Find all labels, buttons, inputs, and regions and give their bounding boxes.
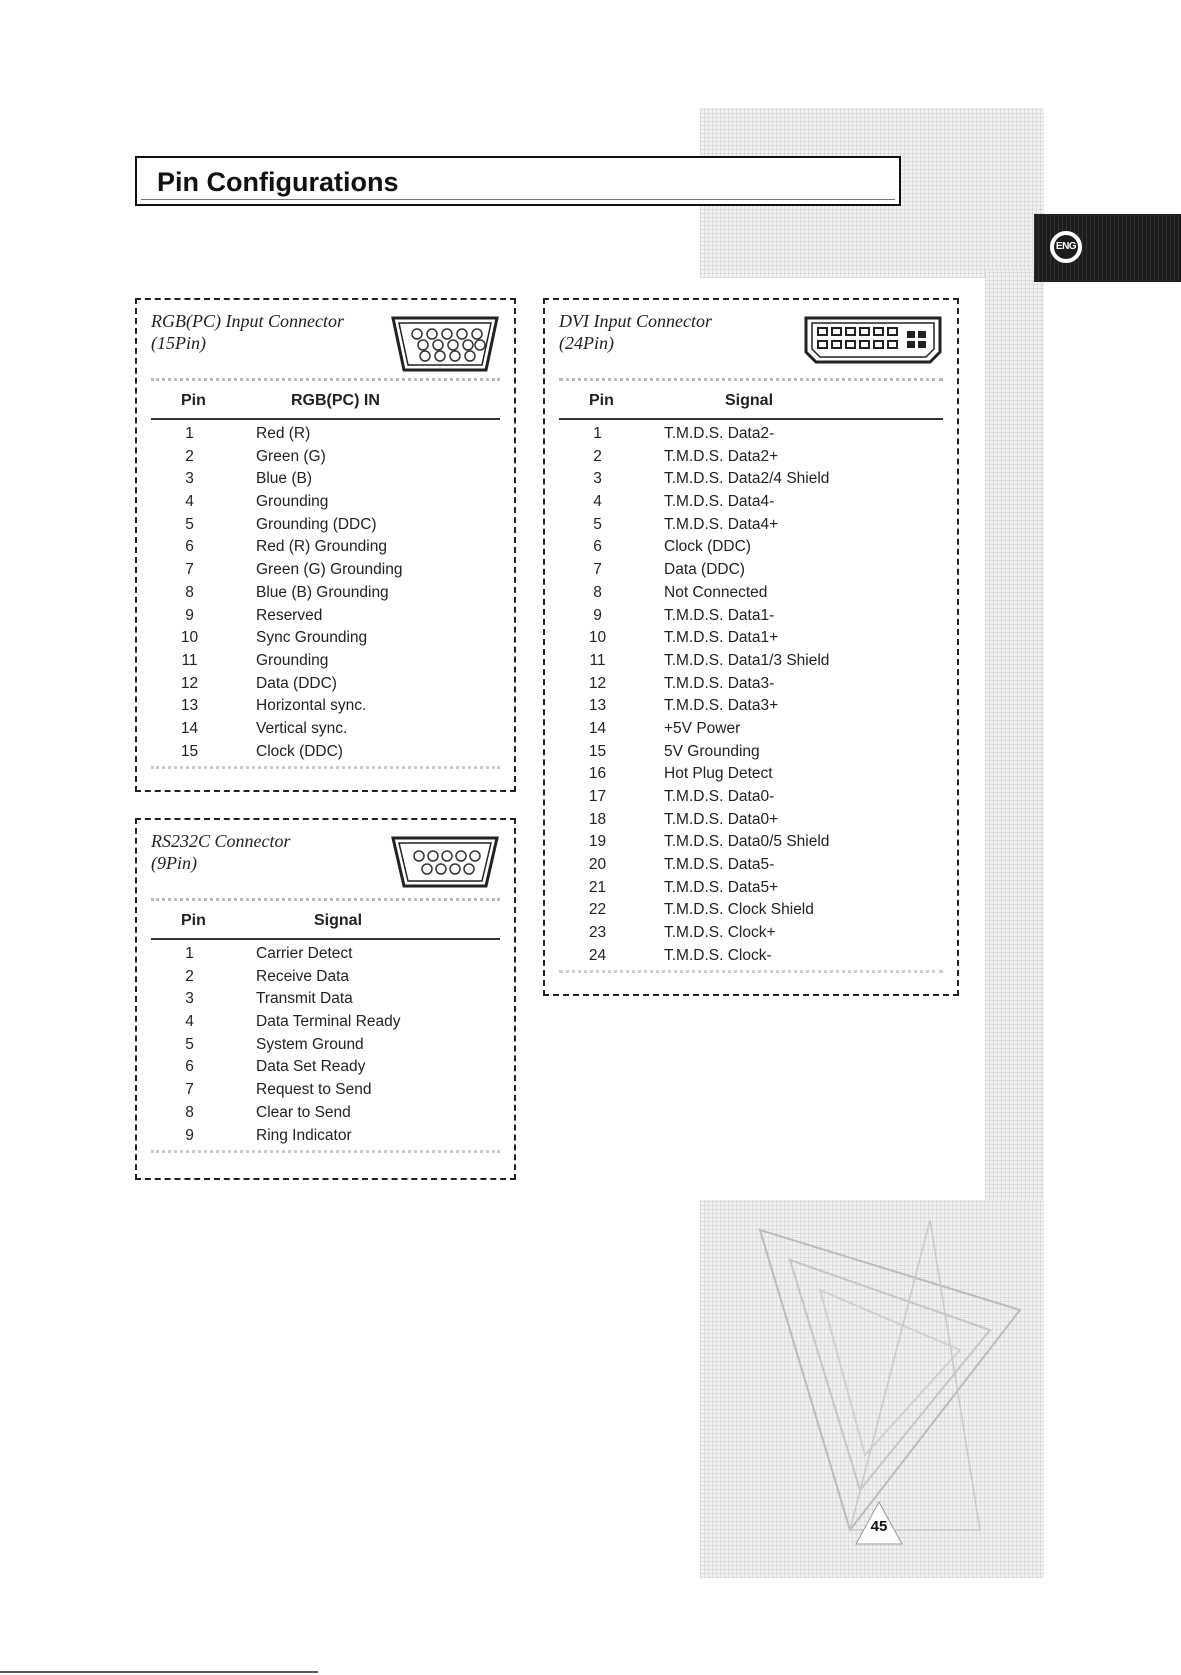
vga-connector-icon (390, 312, 500, 376)
decorative-pattern-side (985, 270, 1044, 1205)
pin-number: 6 (593, 538, 602, 556)
pin-number: 10 (588, 629, 607, 647)
pin-number: 18 (588, 810, 607, 828)
table-row (151, 1080, 500, 1103)
pin-number: 5 (185, 515, 194, 533)
table-row (559, 583, 943, 606)
pin-number: 7 (185, 1081, 194, 1099)
table-row (559, 923, 943, 946)
table-row (559, 719, 943, 742)
pin-signal: Not Connected (664, 583, 768, 601)
pin-signal: 5V Grounding (664, 742, 760, 760)
pin-number: 3 (185, 470, 194, 488)
rs232-pin-table (151, 944, 500, 1148)
rgb-connector-subtitle: (15Pin) (151, 333, 206, 353)
table-row (151, 696, 500, 719)
page-title: Pin Configurations (157, 167, 399, 197)
pin-signal: Blue (B) (256, 470, 312, 488)
pin-number: 24 (588, 946, 607, 964)
table-row (559, 832, 943, 855)
pin-number: 9 (185, 606, 194, 624)
pin-signal: Clear to Send (256, 1103, 351, 1121)
pin-signal: T.M.D.S. Data4- (664, 493, 775, 511)
column-header-pin: Pin (589, 392, 614, 409)
pin-signal: Reserved (256, 606, 323, 624)
pin-signal: Vertical sync. (256, 719, 348, 737)
pin-signal: Receive Data (256, 967, 350, 985)
pin-signal: +5V Power (664, 719, 741, 737)
pin-signal: T.M.D.S. Clock Shield (664, 901, 814, 919)
table-row (151, 1103, 500, 1126)
table-row (559, 469, 943, 492)
page-number: 45 (870, 1518, 888, 1535)
table-row (559, 447, 943, 470)
table-row (151, 424, 500, 447)
pin-signal: Ring Indicator (256, 1126, 352, 1144)
dvi-pin-table (559, 424, 943, 969)
table-row (151, 967, 500, 990)
pin-number: 4 (185, 1013, 194, 1031)
table-row (559, 900, 943, 923)
column-header-signal: Signal (725, 392, 774, 409)
rs232-panel-header (151, 830, 500, 900)
pin-number: 5 (593, 515, 602, 533)
pin-number: 21 (588, 878, 607, 896)
pin-signal: Data (DDC) (664, 561, 745, 579)
pin-signal: Clock (DDC) (256, 742, 343, 760)
language-tab (1034, 214, 1181, 282)
table-row (559, 628, 943, 651)
dvi-panel-header (559, 310, 943, 380)
pin-number: 5 (185, 1035, 194, 1053)
table-row (151, 606, 500, 629)
column-header-pin: Pin (181, 912, 206, 929)
pin-signal: T.M.D.S. Data0+ (664, 810, 779, 828)
dvi-connector-title: DVI Input Connector (559, 311, 712, 331)
pin-signal: T.M.D.S. Data2- (664, 425, 775, 442)
table-row (559, 560, 943, 583)
table-row (559, 651, 943, 674)
pin-number: 4 (185, 493, 194, 511)
pin-number: 12 (180, 674, 199, 692)
pin-signal: T.M.D.S. Data2+ (664, 447, 779, 465)
pin-signal: Request to Send (256, 1081, 372, 1099)
pin-signal: Red (R) Grounding (256, 538, 387, 556)
pin-number: 2 (185, 967, 194, 985)
table-row (151, 583, 500, 606)
table-row (559, 878, 943, 901)
pin-signal: Data Set Ready (256, 1058, 366, 1076)
pin-signal: T.M.D.S. Data4+ (664, 515, 779, 533)
pin-number: 14 (588, 719, 607, 737)
pin-number: 16 (588, 765, 607, 783)
rgb-connector-panel (135, 298, 516, 792)
pin-number: 17 (588, 788, 607, 805)
pin-signal: Hot Plug Detect (664, 765, 773, 783)
table-row (151, 628, 500, 651)
pin-number: 3 (593, 470, 602, 488)
pin-number: 10 (180, 629, 199, 647)
rgb-panel-header (151, 310, 500, 380)
pin-signal: Horizontal sync. (256, 697, 367, 715)
pin-number: 7 (593, 561, 602, 579)
pin-signal: Transmit Data (256, 990, 353, 1008)
pin-signal: Sync Grounding (256, 629, 368, 647)
dvi-connector-icon (803, 312, 943, 368)
pin-number: 19 (588, 833, 607, 851)
dvi-connector-subtitle: (24Pin) (559, 333, 614, 353)
pin-signal: T.M.D.S. Data0/5 Shield (664, 833, 830, 851)
pin-number: 8 (185, 583, 194, 601)
pin-number: 1 (185, 945, 194, 962)
table-row (151, 719, 500, 742)
pin-number: 6 (185, 1058, 194, 1076)
pin-number: 13 (588, 697, 607, 715)
table-row (559, 424, 943, 447)
table-row (559, 855, 943, 878)
pin-signal: T.M.D.S. Data1/3 Shield (664, 651, 830, 669)
footer-divider (151, 1150, 500, 1153)
pin-number: 8 (185, 1103, 194, 1121)
rs232-connector-title: RS232C Connector (151, 831, 291, 851)
footer-rule (0, 1671, 318, 1673)
pin-signal: T.M.D.S. Data0- (664, 788, 775, 805)
table-row (151, 492, 500, 515)
table-row (151, 944, 500, 967)
table-row (151, 674, 500, 697)
pin-signal: Data Terminal Ready (256, 1013, 401, 1031)
dvi-table-header (559, 390, 943, 420)
pin-number: 3 (185, 990, 194, 1008)
table-row (151, 1057, 500, 1080)
table-row (559, 696, 943, 719)
column-header-signal: Signal (314, 912, 363, 929)
pin-signal: T.M.D.S. Data3+ (664, 697, 779, 715)
table-row (559, 946, 943, 969)
footer-divider (151, 766, 500, 769)
header-divider (151, 898, 500, 901)
pin-signal: T.M.D.S. Data5+ (664, 878, 779, 896)
table-row (151, 447, 500, 470)
pin-number: 9 (185, 1126, 194, 1144)
table-row (151, 1126, 500, 1149)
table-row (151, 469, 500, 492)
rs232-connector-subtitle: (9Pin) (151, 853, 197, 873)
column-header-pin: Pin (181, 392, 206, 409)
pin-signal: Grounding (256, 493, 329, 511)
footer-divider (559, 970, 943, 973)
pin-signal: T.M.D.S. Data3- (664, 674, 775, 692)
pin-number: 9 (593, 606, 602, 624)
table-row (151, 651, 500, 674)
pin-number: 12 (588, 674, 607, 692)
table-row (559, 787, 943, 810)
pin-signal: System Ground (256, 1035, 364, 1053)
table-row (559, 537, 943, 560)
pin-signal: Red (R) (256, 425, 311, 442)
pin-signal: Carrier Detect (256, 945, 353, 962)
pin-number: 2 (593, 447, 602, 465)
pin-number: 1 (593, 425, 602, 442)
table-row (559, 742, 943, 765)
pin-signal: T.M.D.S. Data1- (664, 606, 775, 624)
table-row (559, 515, 943, 538)
rs232-connector-panel (135, 818, 516, 1180)
pin-number: 22 (588, 901, 607, 919)
language-badge (1050, 231, 1082, 263)
table-row (151, 537, 500, 560)
serial-connector-icon (390, 832, 500, 892)
header-divider (559, 378, 943, 381)
table-row (151, 742, 500, 765)
pin-signal: Grounding (DDC) (256, 515, 377, 533)
pin-number: 14 (180, 719, 199, 737)
rgb-pin-table (151, 424, 500, 764)
table-row (151, 560, 500, 583)
table-row (559, 492, 943, 515)
dvi-connector-panel (543, 298, 959, 996)
pin-signal: Data (DDC) (256, 674, 337, 692)
pin-signal: Green (G) Grounding (256, 561, 403, 579)
table-row (151, 989, 500, 1012)
table-row (151, 1012, 500, 1035)
pin-number: 11 (181, 651, 198, 669)
pin-signal: T.M.D.S. Data5- (664, 856, 775, 874)
rgb-table-header (151, 390, 500, 420)
pin-number: 2 (185, 447, 194, 465)
table-row (559, 764, 943, 787)
header-divider (151, 378, 500, 381)
pin-signal: Blue (B) Grounding (256, 583, 389, 601)
pin-signal: T.M.D.S. Data1+ (664, 629, 779, 647)
pin-signal: Grounding (256, 651, 329, 669)
pin-number: 4 (593, 493, 602, 511)
pin-number: 6 (185, 538, 194, 556)
rgb-connector-title: RGB(PC) Input Connector (151, 311, 344, 331)
table-row (559, 810, 943, 833)
pin-number: 15 (180, 742, 199, 760)
table-row (151, 1035, 500, 1058)
table-row (151, 515, 500, 538)
language-badge-label: ENG (1054, 235, 1078, 259)
column-header-signal: RGB(PC) IN (291, 392, 380, 409)
pin-number: 7 (185, 561, 194, 579)
pin-number: 23 (588, 924, 607, 942)
pin-signal: Clock (DDC) (664, 538, 751, 556)
pin-number: 1 (185, 425, 194, 442)
rs232-table-header (151, 910, 500, 940)
page-number-marker (854, 1500, 904, 1546)
pin-signal: T.M.D.S. Data2/4 Shield (664, 470, 830, 488)
pin-number: 15 (588, 742, 607, 760)
pin-number: 11 (589, 651, 606, 669)
pin-number: 8 (593, 583, 602, 601)
pin-signal: T.M.D.S. Clock- (664, 946, 772, 964)
pin-number: 13 (180, 697, 199, 715)
table-row (559, 606, 943, 629)
title-bar (135, 156, 901, 206)
pin-signal: T.M.D.S. Clock+ (664, 924, 776, 942)
pin-signal: Green (G) (256, 447, 326, 465)
table-row (559, 674, 943, 697)
pin-number: 20 (588, 856, 607, 874)
